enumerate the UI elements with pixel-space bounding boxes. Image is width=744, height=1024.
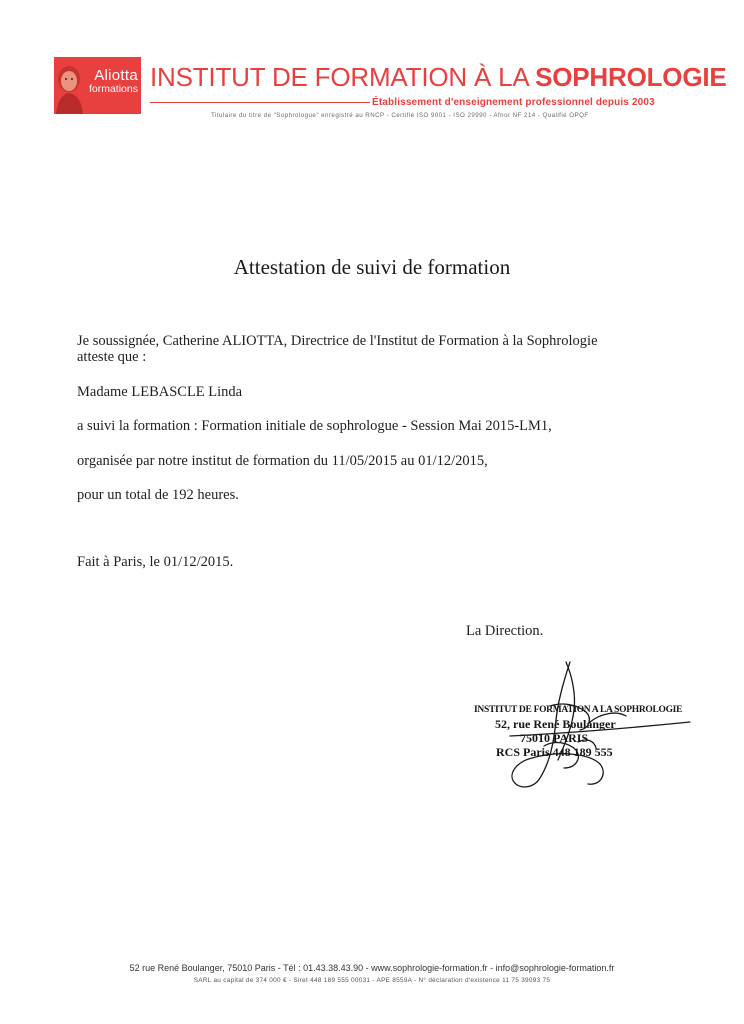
course-line: a suivi la formation : Formation initiale de sophrologue - Session Mai 2015-LM1, <box>77 418 552 434</box>
institute-subtitle: Établissement d'enseignement professionnel depuis 2003 <box>372 97 655 108</box>
institute-name <box>150 63 727 91</box>
institute-name-part2: SOPHROLOGIE <box>535 62 727 92</box>
header-rule <box>150 102 370 103</box>
document-title: Attestation de suivi de formation <box>233 255 511 279</box>
institute-name-part1: INSTITUT DE FORMATION À LA <box>150 62 536 92</box>
trainee-name: Madame LEBASCLE Linda <box>77 384 243 400</box>
place-date-line: Fait à Paris, le 01/12/2015. <box>77 554 234 570</box>
signatory-label: La Direction. <box>466 623 544 639</box>
footer-legal: SARL au capital de 374 000 € - Siret 448 189 555 00031 - APE 8559A - N° déclaration d'existence 11 75 39093 75 <box>193 977 551 984</box>
logo-wordmark: Aliotta <box>94 67 138 84</box>
footer-address: 52 rue René Boulanger, 75010 Paris - Tél : 01.43.38.43.90 - www.sophrologie-formation.fr - info@sophrologie-formation.fr <box>129 963 615 973</box>
stamp-line-4: RCS Paris 448 189 555 <box>496 745 613 759</box>
hours-line: pour un total de 192 heures. <box>77 487 239 503</box>
intro-line-1: Je soussignée, Catherine ALIOTTA, Directrice de l'Institut de Formation à la Sophrologie <box>77 333 598 349</box>
stamp-line-2: 52, rue René Boulanger <box>495 717 616 731</box>
dates-line: organisée par notre institut de formation du 11/05/2015 au 01/12/2015, <box>77 453 488 469</box>
institute-certifications: Titulaire du titre de "Sophrologue" enregistré au RNCP - Certifié ISO 9001 - ISO 29990 - Afnor NF 214 - Qualifié OPQF <box>211 112 589 119</box>
institute-logo <box>54 57 141 114</box>
handwritten-signature <box>440 650 700 800</box>
intro-line-2: atteste que : <box>77 349 147 365</box>
stamp-line-3: 75010 PARIS <box>520 731 589 745</box>
logo-wordmark-sub: formations <box>88 83 138 95</box>
stamp-line-1: INSTITUT DE FORMATION A LA SOPHROLOGIE <box>474 705 683 715</box>
